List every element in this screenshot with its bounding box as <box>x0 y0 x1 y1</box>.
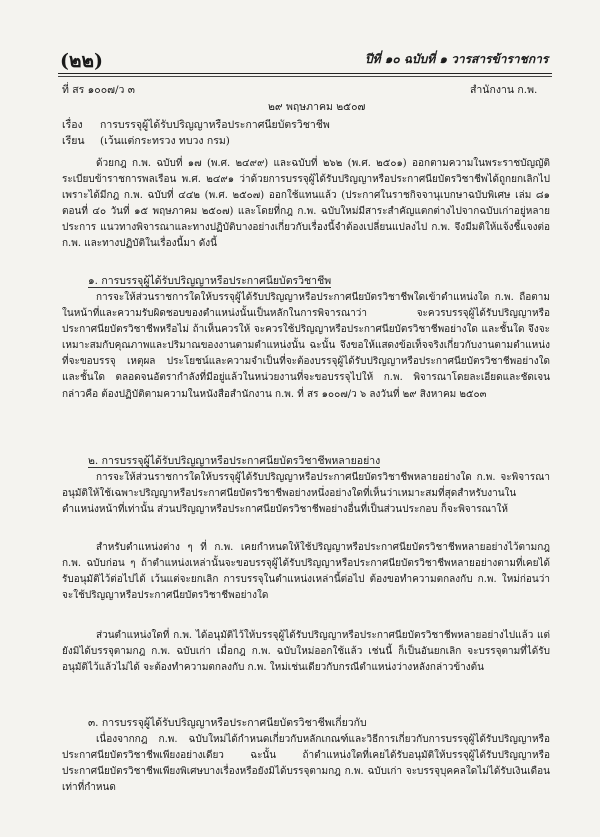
paragraph-section-2b <box>62 540 550 604</box>
section-3-text: เนื่องจากกฎ ก.พ. ฉบับใหม่ได้กำหนดเกี่ยวกับหลักเกณฑ์และวิธีการเกี่ยวกับการบรรจุผู้ได้รับปริญญาหรือประกาศนียบัตรวิชาชีพเพียงอย่างเดียว ฉะนั้น ถ้าตำแหน่งใดที่เคยได้รับอนุมัติให้บรรจุผู้ได้รับปริญญาหรือประกาศนียบัตรวิชาชีพเพียงพิเศษบางเรื่องหรือยังมิได้บรรจุตามกฎ ก.พ. ฉบับเก่า จะบรรจุบุคคลใดไม่ได้รับเงินเดือนเท่าที่กำหนด <box>62 734 550 794</box>
letter-to-label: เรียน <box>62 135 85 147</box>
section-1-heading <box>88 272 331 289</box>
section-2-text-2: สำหรับตำแหน่งต่าง ๆ ที่ ก.พ. เคยกำหนดให้ใช้ปริญญาหรือประกาศนียบัตรวิชาชีพหลายอย่างไว้ตามกฎ ก.พ. ฉบับก่อน ๆ ถ้าตำแหน่งเหล่านั้นจะขอบรรจุผู้ได้รับปริญญาหรือประกาศนียบัตรวิชาชีพหลายอย่างตามที่เคยได้รับอนุมัติไว้ต่อไปได้ เว้นแต่จะยกเลิก การบรรจุในตำแหน่งเหล่านี้ต่อไป ต้องขอทำความตกลงกับ ก.พ. ใหม่ก่อนว่า จะใช้ปริญญาหรือประกาศนียบัตรวิชาชีพอย่างใด <box>62 542 550 602</box>
section-3-heading <box>88 714 367 731</box>
section-2-title: ๒. การบรรจุผู้ได้รับปริญญาหรือประกาศนียบัตรวิชาชีพหลายอย่าง <box>88 455 381 467</box>
section-1-title: ๑. การบรรจุผู้ได้รับปริญญาหรือประกาศนียบัตรวิชาชีพ <box>88 275 332 287</box>
journal-header: ปีที่ ๑๐ ฉบับที่ ๑ วารสารข้าราชการ <box>365 52 549 66</box>
letter-subject: การบรรจุผู้ได้รับปริญญาหรือประกาศนียบัตรวิชาชีพ <box>100 119 330 131</box>
paragraph-section-3 <box>62 732 550 796</box>
section-2-text-3: ส่วนตำแหน่งใดที่ ก.พ. ได้อนุมัติไว้ให้บรรจุผู้ได้รับปริญญาหรือประกาศนียบัตรวิชาชีพหลายอย่างไปแล้ว แต่ยังมิได้บรรจุตามกฎ ก.พ. ฉบับเก่า เมื่อกฎ ก.พ. ฉบับใหม่ออกใช้แล้ว เช่นนี้ ก็เป็นอันยกเลิก จะบรรจุตามที่ได้รับอนุมัติไว้แล้วไม่ได้ จะต้องทำความตกลงกับ ก.พ. ใหม่เช่นเดียวกับกรณีตำแหน่งว่างหลังกล่าวข้างต้น <box>62 630 550 674</box>
letter-to: (เว้นแต่กระทรวง ทบวง กรม) <box>100 135 230 147</box>
letter-date: ๒๙ พฤษภาคม ๒๕๐๗ <box>268 101 366 113</box>
intro-text: ด้วยกฎ ก.พ. ฉบับที่ ๑๗ (พ.ศ. ๒๔๙๙) และฉบับที่ ๒๖๒ (พ.ศ. ๒๕๐๑) ออกตามความในพระราชบัญญัติระเบียบข้าราชการพลเรือน พ.ศ. ๒๔๙๑ ว่าด้วยการบรรจุผู้ได้รับปริญญาหรือประกาศนียบัตรวิชาชีพได้ถูกยกเลิกไป เพราะได้มีกฎ ก.พ. ฉบับที่ ๔๔๒ (พ.ศ. ๒๕๐๗) ออกใช้แทนแล้ว (ประกาศในราชกิจจานุเบกษาฉบับพิเศษ เล่ม ๘๑ ตอนที่ ๔๐ วันที่ ๑๕ พฤษภาคม ๒๕๐๗) และโดยที่กฎ ก.พ. ฉบับใหม่มีสาระสำคัญแตกต่างไปจากฉบับเก่าอยู่หลายประการ แนวทางพิจารณาและทางปฏิบัติบางอย่างเกี่ยวกับเรื่องนี้จำต้องเปลี่ยนแปลงไป ก.พ. จึงมีมติให้แจ้งชี้แจงต่อ ก.พ. และทางปฏิบัติในเรื่องนี้มา ดังนี้ <box>62 158 550 250</box>
page-number: (๒๒) <box>60 50 104 72</box>
header-rule-thin <box>58 76 552 77</box>
section-3-title: ๓. การบรรจุผู้ได้รับปริญญาหรือประกาศนียบัตรวิชาชีพเกี่ยวกับ <box>88 717 367 729</box>
section-1-text: การจะให้ส่วนราชการใดให้บรรจุผู้ได้รับปริญญาหรือประกาศนียบัตรวิชาชีพใดเข้าตำแหน่งใด ก.พ. ถือตามในหน้าที่และความรับผิดชอบของตำแหน่งนั้นเป็นหลักในการพิจารณาว่า จะควรบรรจุผู้ได้รับปริญญาหรือประกาศนียบัตรวิชาชีพหรือไม่ ถ้าเห็นควรให้ จะควรใช้ปริญญาหรือประกาศนียบัตรวิชาชีพอย่างใด และชั้นใด จึงจะเหมาะสมกับคุณภาพและปริมาณของงานตามตำแหน่งนั้น ฉะนั้น จึงขอให้แสดงข้อเท็จจริงเกี่ยวกับงานตามตำแหน่งที่จะขอบรรจุ เหตุผล ประโยชน์และความจำเป็นที่จะต้องบรรจุผู้ได้รับปริญญาหรือประกาศนียบัตรวิชาชีพอย่างใดและชั้นใด ตลอดจนอัตรากำลังที่มีอยู่แล้วในหน่วยงานที่จะขอบรรจุไปให้ ก.พ. พิจารณาโดยละเอียดและชัดเจน กล่าวคือ ต้องปฏิบัติตามความในหนังสือสำนักงาน ก.พ. ที่ สร ๑๐๐๗/ว ๖ ลงวันที่ ๒๙ สิงหาคม ๒๕๐๓ <box>62 292 550 400</box>
paragraph-section-2c <box>62 628 550 676</box>
section-2-text-1: การจะให้ส่วนราชการใดให้บรรจุผู้ได้รับปริญญาหรือประกาศนียบัตรวิชาชีพหลายอย่างใด ก.พ. จะพิจารณาอนุมัติให้ใช้เฉพาะปริญญาหรือประกาศนียบัตรวิชาชีพอย่างหนึ่งอย่างใดที่เห็นว่าเหมาะสมที่สุดสำหรับงานในตำแหน่งหน้าที่เท่านั้น ส่วนปริญญาหรือประกาศนียบัตรวิชาชีพอย่างอื่นที่เป็นส่วนประกอบ ก็จะพิจารณาให้ <box>62 472 550 516</box>
header-rule <box>58 73 552 74</box>
letter-office: สำนักงาน ก.พ. <box>470 84 538 96</box>
paragraph-intro <box>62 156 550 253</box>
paragraph-section-1 <box>62 290 550 403</box>
letter-subject-label: เรื่อง <box>62 119 83 131</box>
paragraph-section-2a <box>62 470 550 518</box>
letter-ref: ที่ สร ๑๐๐๗/ว ๓ <box>62 84 135 96</box>
section-2-heading <box>88 452 380 469</box>
